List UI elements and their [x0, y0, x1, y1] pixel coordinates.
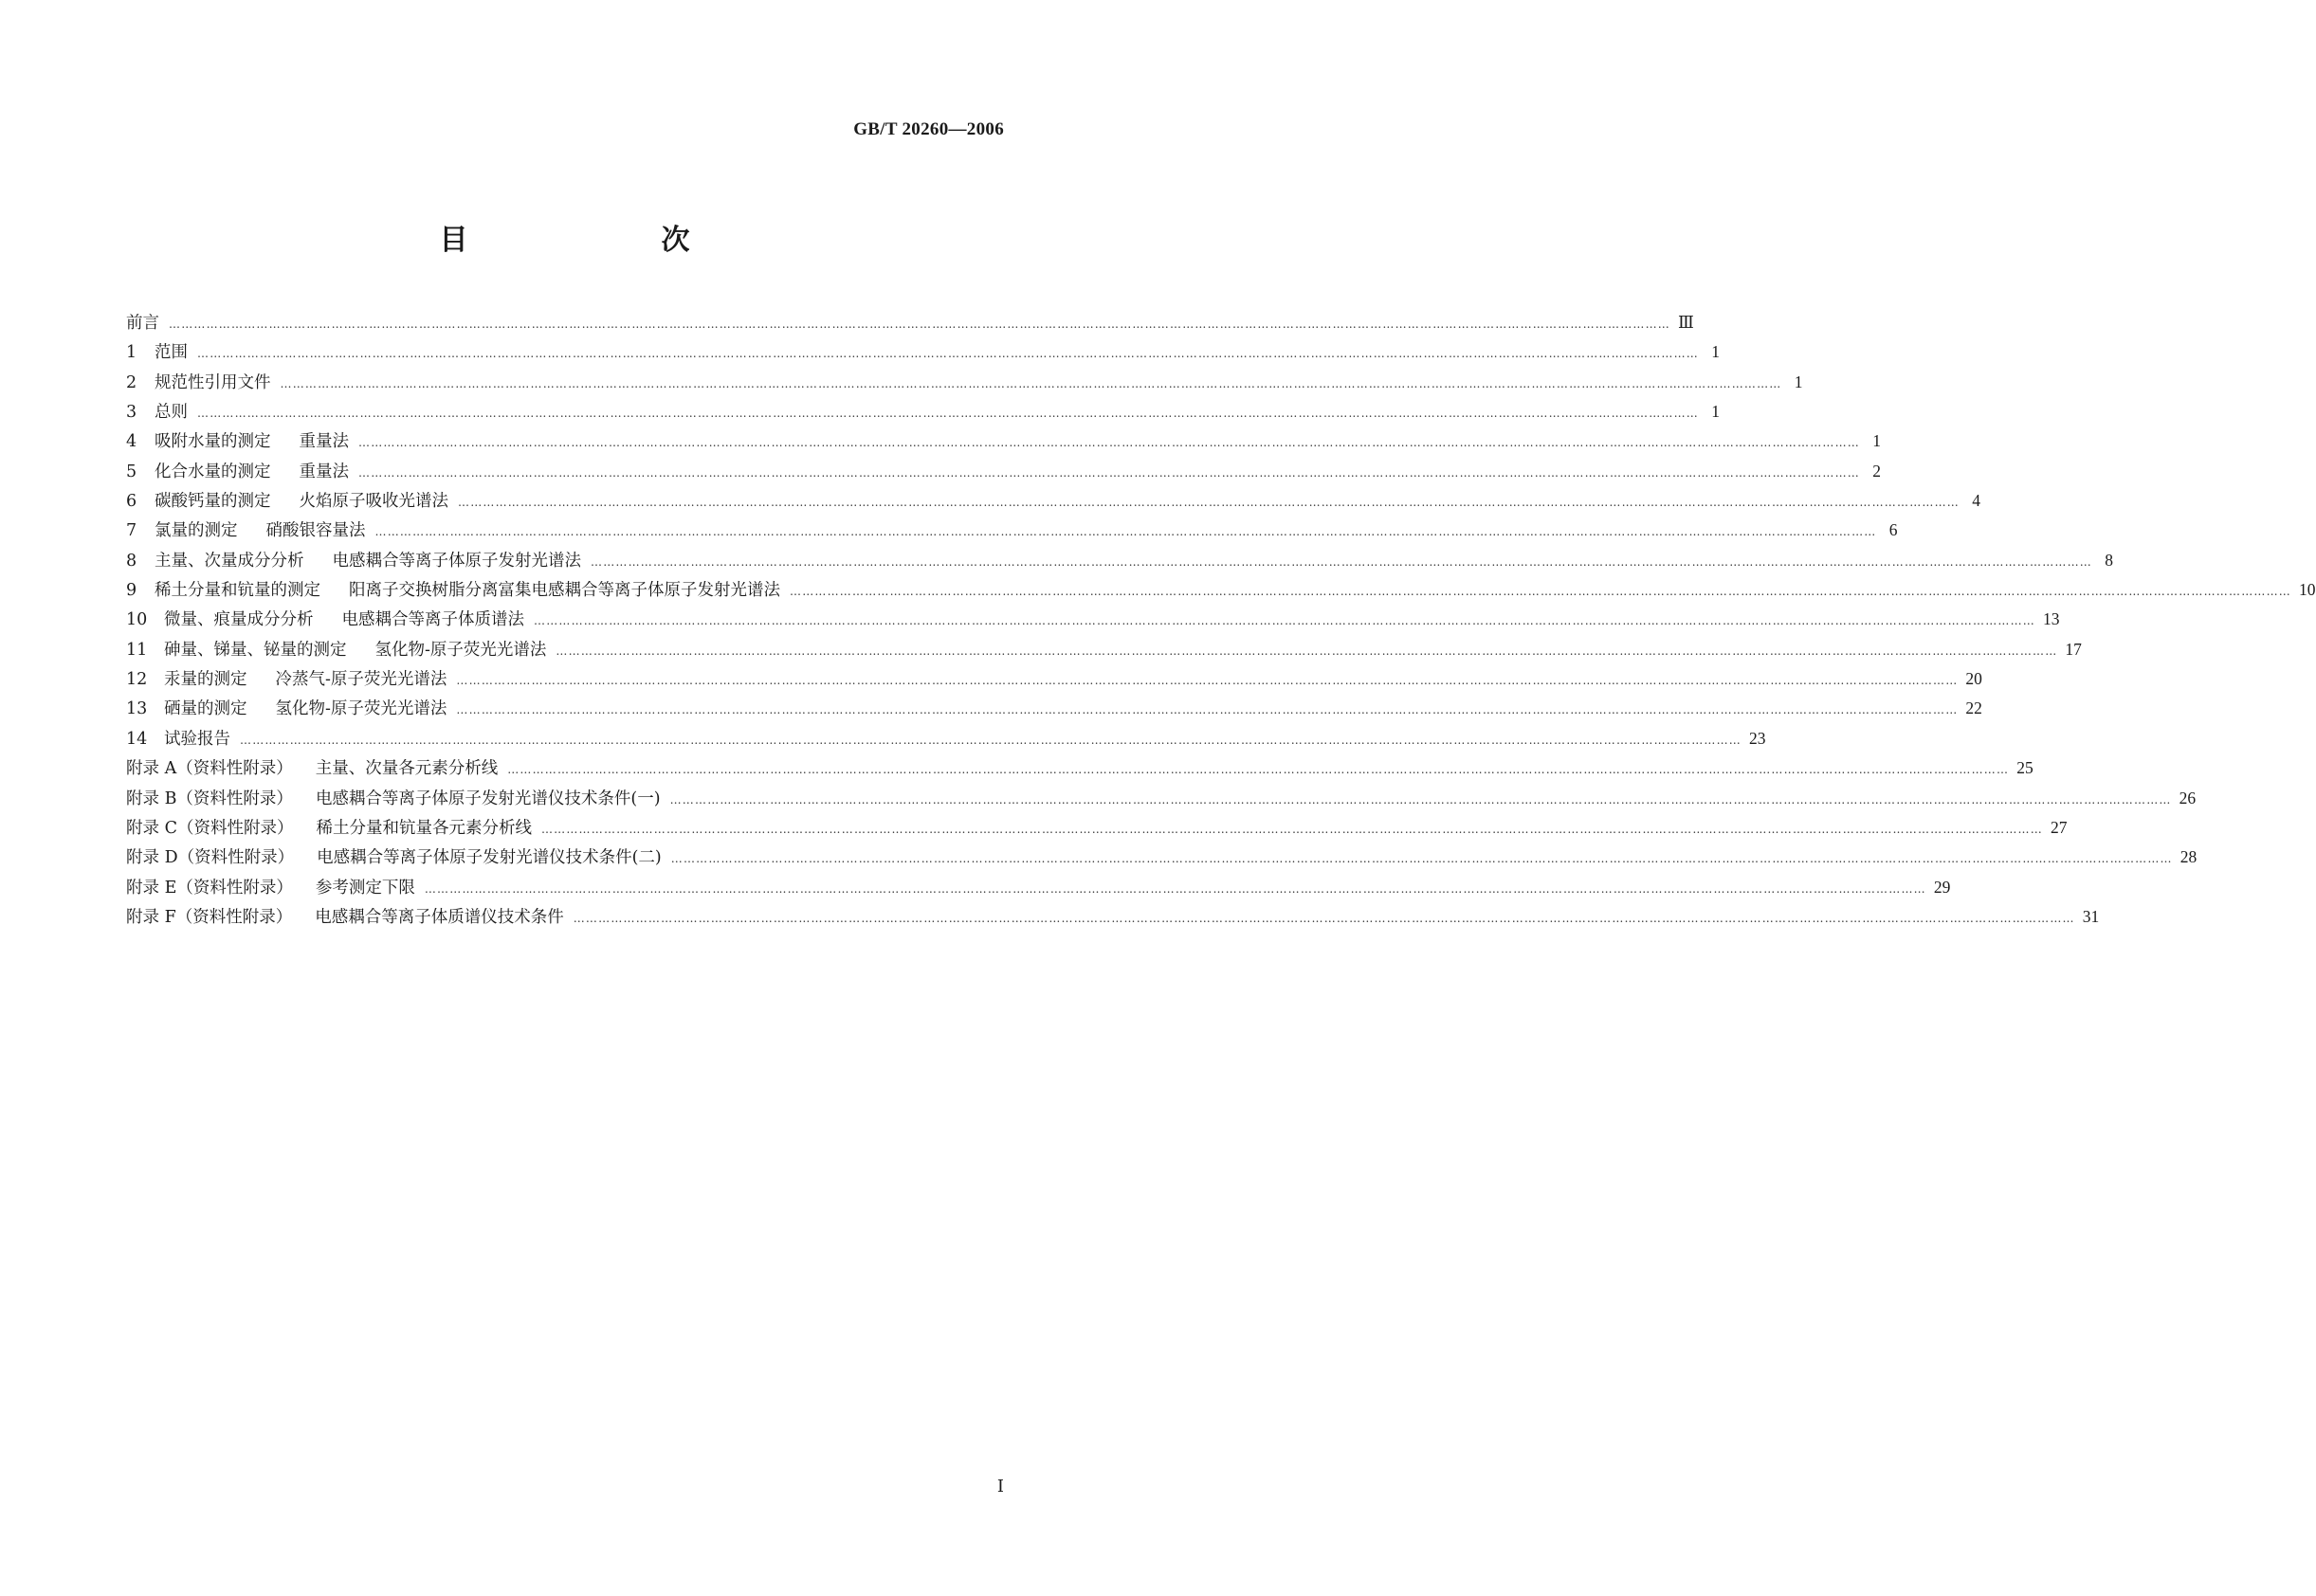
toc-entry-page: 1 [1794, 372, 1803, 391]
standard-number: GB/T 20260—2006 [853, 119, 1004, 139]
toc-entry-title: 氯量的测定 [155, 521, 238, 541]
toc-dot-leader: ……………………………………………………………………………………………………………………………………………………………………………………………………………………………………………………………………………………………………………………………… [573, 911, 2075, 925]
toc-entry-page: 22 [1965, 698, 1982, 718]
toc-dot-leader: ……………………………………………………………………………………………………………………………………………………………………………………………………………………………………………………………………………………………………………………………… [591, 554, 2092, 569]
toc-entry[interactable] [126, 637, 2082, 666]
toc-entry-page: 17 [2065, 639, 2082, 659]
toc-entry-page: 10 [2299, 580, 2316, 600]
toc-entry-number: 13 [126, 699, 148, 719]
toc-entry-page: 23 [1749, 728, 1766, 748]
toc-entry-number: 3 [126, 403, 137, 423]
toc-entry-number: 4 [126, 432, 137, 452]
toc-entry-method: 冷蒸气-原子荧光光谱法 [275, 670, 447, 690]
toc-entry[interactable] [126, 875, 1951, 904]
toc-dot-leader: ……………………………………………………………………………………………………………………………………………………………………………………………………………………………………………………………………………………………………………………………… [534, 614, 2035, 628]
toc-dot-leader: ……………………………………………………………………………………………………………………………………………………………………………………………………………………………………………………………………………………………………………………………… [556, 644, 2058, 658]
toc-dot-leader: ……………………………………………………………………………………………………………………………………………………………………………………………………………………………………………………………………………………………………………………………… [197, 407, 1699, 421]
toc-entry-page: 8 [2105, 550, 2113, 570]
toc-entry-title: 砷量、锑量、铋量的测定 [164, 640, 347, 660]
toc-dot-leader: ……………………………………………………………………………………………………………………………………………………………………………………………………………………………………………………………………………………………………………………………… [507, 763, 2010, 777]
toc-entry-number: 1 [126, 343, 137, 363]
toc-entry[interactable] [126, 399, 1720, 428]
toc-dot-leader: ……………………………………………………………………………………………………………………………………………………………………………………………………………………………………………………………………………………………………………………………… [169, 317, 1670, 331]
toc-dot-leader: ……………………………………………………………………………………………………………………………………………………………………………………………………………………………………………………………………………………………………………………………… [197, 347, 1699, 361]
toc-entry[interactable] [126, 428, 1881, 458]
toc-dot-leader: ……………………………………………………………………………………………………………………………………………………………………………………………………………………………………………………………………………………………………………………………… [458, 496, 1960, 510]
toc-entry-method: 电感耦合等离子体质谱法 [341, 610, 524, 630]
toc-entry-number: 6 [126, 492, 137, 512]
toc-dot-leader: ……………………………………………………………………………………………………………………………………………………………………………………………………………………………………………………………………………………………………………………………… [456, 674, 1959, 688]
toc-dot-leader: ……………………………………………………………………………………………………………………………………………………………………………………………………………………………………………………………………………………………………………………………… [670, 852, 2173, 866]
toc-entry-method: 电感耦合等离子体原子发射光谱仪技术条件(二) [317, 848, 662, 868]
toc-entry-number: 2 [126, 372, 137, 392]
toc-entry-title: 碳酸钙量的测定 [155, 492, 271, 512]
toc-entry-title: 硒量的测定 [164, 699, 247, 719]
toc-entry-number: 14 [126, 729, 148, 749]
toc-entry-method: 电感耦合等离子体原子发射光谱仪技术条件(一) [315, 789, 661, 808]
toc-entry[interactable] [126, 370, 1803, 399]
toc-entry-method: 电感耦合等离子体原子发射光谱法 [332, 551, 581, 571]
toc-dot-leader: ……………………………………………………………………………………………………………………………………………………………………………………………………………………………………………………………………………………………………………………………… [456, 703, 1959, 717]
toc-dot-leader: ……………………………………………………………………………………………………………………………………………………………………………………………………………………………………………………………………………………………………………………………… [540, 822, 2043, 836]
toc-entry[interactable] [126, 726, 1766, 755]
toc-entry-page: 1 [1711, 402, 1720, 422]
toc-entry-page: 28 [2179, 847, 2197, 867]
toc-entry-page: 2 [1872, 461, 1881, 481]
toc-entry-title: 附录 A（资料性附录） [126, 759, 293, 779]
toc-entry[interactable] [126, 815, 2068, 844]
page-title: 目 次 [439, 224, 736, 257]
toc-entry-title: 附录 F（资料性附录） [126, 907, 293, 927]
toc-entry[interactable] [126, 488, 1980, 517]
toc-entry-title: 试验报告 [164, 729, 230, 749]
toc-entry-title: 附录 B（资料性附录） [126, 789, 293, 808]
toc-entry-title: 主量、次量成分分析 [155, 551, 304, 571]
toc-entry-number: 9 [126, 581, 137, 601]
toc-entry-number: 12 [126, 670, 148, 690]
toc-entry-number: 7 [126, 521, 137, 541]
table-of-contents [126, 310, 2316, 934]
toc-entry-method: 阳离子交换树脂分离富集电感耦合等离子体原子发射光谱法 [349, 581, 780, 601]
toc-dot-leader: ……………………………………………………………………………………………………………………………………………………………………………………………………………………………………………………………………………………………………………………………… [790, 585, 2291, 599]
toc-entry-title: 吸附水量的测定 [155, 432, 271, 452]
toc-entry-method: 硝酸银容量法 [265, 521, 366, 541]
toc-entry-title: 附录 C（资料性附录） [126, 818, 294, 838]
toc-entry-method: 稀土分量和钪量各元素分析线 [316, 818, 532, 838]
toc-entry-title: 附录 E（资料性附录） [126, 878, 293, 898]
toc-entry-method: 参考测定下限 [315, 878, 415, 898]
toc-dot-leader: ……………………………………………………………………………………………………………………………………………………………………………………………………………………………………………………………………………………………………………………………… [669, 792, 2172, 807]
toc-entry-title: 范围 [155, 343, 188, 363]
toc-entry-title: 稀土分量和钪量的测定 [155, 581, 320, 601]
page-number: Ⅰ [996, 1477, 1004, 1496]
toc-entry[interactable] [126, 844, 2197, 874]
toc-entry-page: 6 [1888, 520, 1898, 540]
toc-entry-method: 电感耦合等离子体质谱仪技术条件 [315, 907, 564, 927]
toc-entry-number: 5 [126, 462, 137, 481]
toc-entry-method: 氢化物-原子荧光光谱法 [275, 699, 447, 719]
toc-entry-title: 化合水量的测定 [155, 462, 271, 481]
toc-entry-method: 氢化物-原子荧光光谱法 [374, 640, 547, 660]
toc-entry-page: 20 [1965, 669, 1982, 689]
toc-entry-number: 11 [126, 640, 148, 660]
toc-dot-leader: ……………………………………………………………………………………………………………………………………………………………………………………………………………………………………………………………………………………………………………………………… [358, 436, 1860, 450]
toc-entry-number: 8 [126, 551, 137, 571]
toc-entry-title: 总则 [155, 403, 188, 423]
toc-dot-leader: ……………………………………………………………………………………………………………………………………………………………………………………………………………………………………………………………………………………………………………………………… [280, 376, 1782, 390]
toc-entry[interactable] [126, 696, 1982, 725]
toc-entry[interactable] [126, 755, 2033, 785]
toc-entry-method: 重量法 [299, 462, 349, 481]
toc-dot-leader: ……………………………………………………………………………………………………………………………………………………………………………………………………………………………………………………………………………………………………………………………… [424, 881, 1926, 896]
toc-entry[interactable] [126, 607, 2060, 636]
toc-entry-page: 26 [2179, 788, 2197, 807]
toc-entry-title: 规范性引用文件 [155, 372, 271, 392]
toc-entry-page: Ⅲ [1678, 313, 1694, 332]
toc-entry[interactable] [126, 904, 2100, 934]
toc-entry-page: 31 [2082, 906, 2100, 926]
toc-dot-leader: ……………………………………………………………………………………………………………………………………………………………………………………………………………………………………………………………………………………………………………………………… [240, 733, 1742, 747]
toc-entry[interactable] [126, 786, 2197, 815]
toc-entry-page: 25 [2016, 758, 2033, 778]
toc-entry[interactable] [126, 310, 1694, 339]
toc-entry-page: 1 [1711, 342, 1720, 362]
toc-entry[interactable] [126, 459, 1881, 488]
toc-entry[interactable] [126, 517, 1898, 547]
toc-entry[interactable] [126, 666, 1982, 696]
toc-entry[interactable] [126, 548, 2113, 577]
toc-entry-page: 27 [2050, 817, 2068, 837]
toc-entry-method: 主量、次量各元素分析线 [315, 759, 499, 779]
toc-entry-page: 13 [2043, 609, 2060, 629]
toc-entry-title: 微量、痕量成分分析 [164, 610, 314, 630]
toc-entry-title: 汞量的测定 [164, 670, 247, 690]
toc-entry-page: 29 [1933, 877, 1951, 897]
toc-entry-title: 前言 [126, 314, 159, 333]
toc-dot-leader: ……………………………………………………………………………………………………………………………………………………………………………………………………………………………………………………………………………………………………………………………… [374, 525, 1877, 539]
toc-dot-leader: ……………………………………………………………………………………………………………………………………………………………………………………………………………………………………………………………………………………………………………………………… [358, 465, 1860, 480]
toc-entry-number: 10 [126, 610, 148, 630]
toc-entry-page: 4 [1972, 491, 1980, 511]
toc-entry-page: 1 [1872, 431, 1881, 451]
toc-entry-method: 重量法 [299, 432, 349, 452]
toc-entry-title: 附录 D（资料性附录） [126, 848, 295, 868]
toc-entry[interactable] [126, 577, 2316, 607]
toc-entry[interactable] [126, 339, 1720, 369]
toc-entry-method: 火焰原子吸收光谱法 [299, 492, 448, 512]
